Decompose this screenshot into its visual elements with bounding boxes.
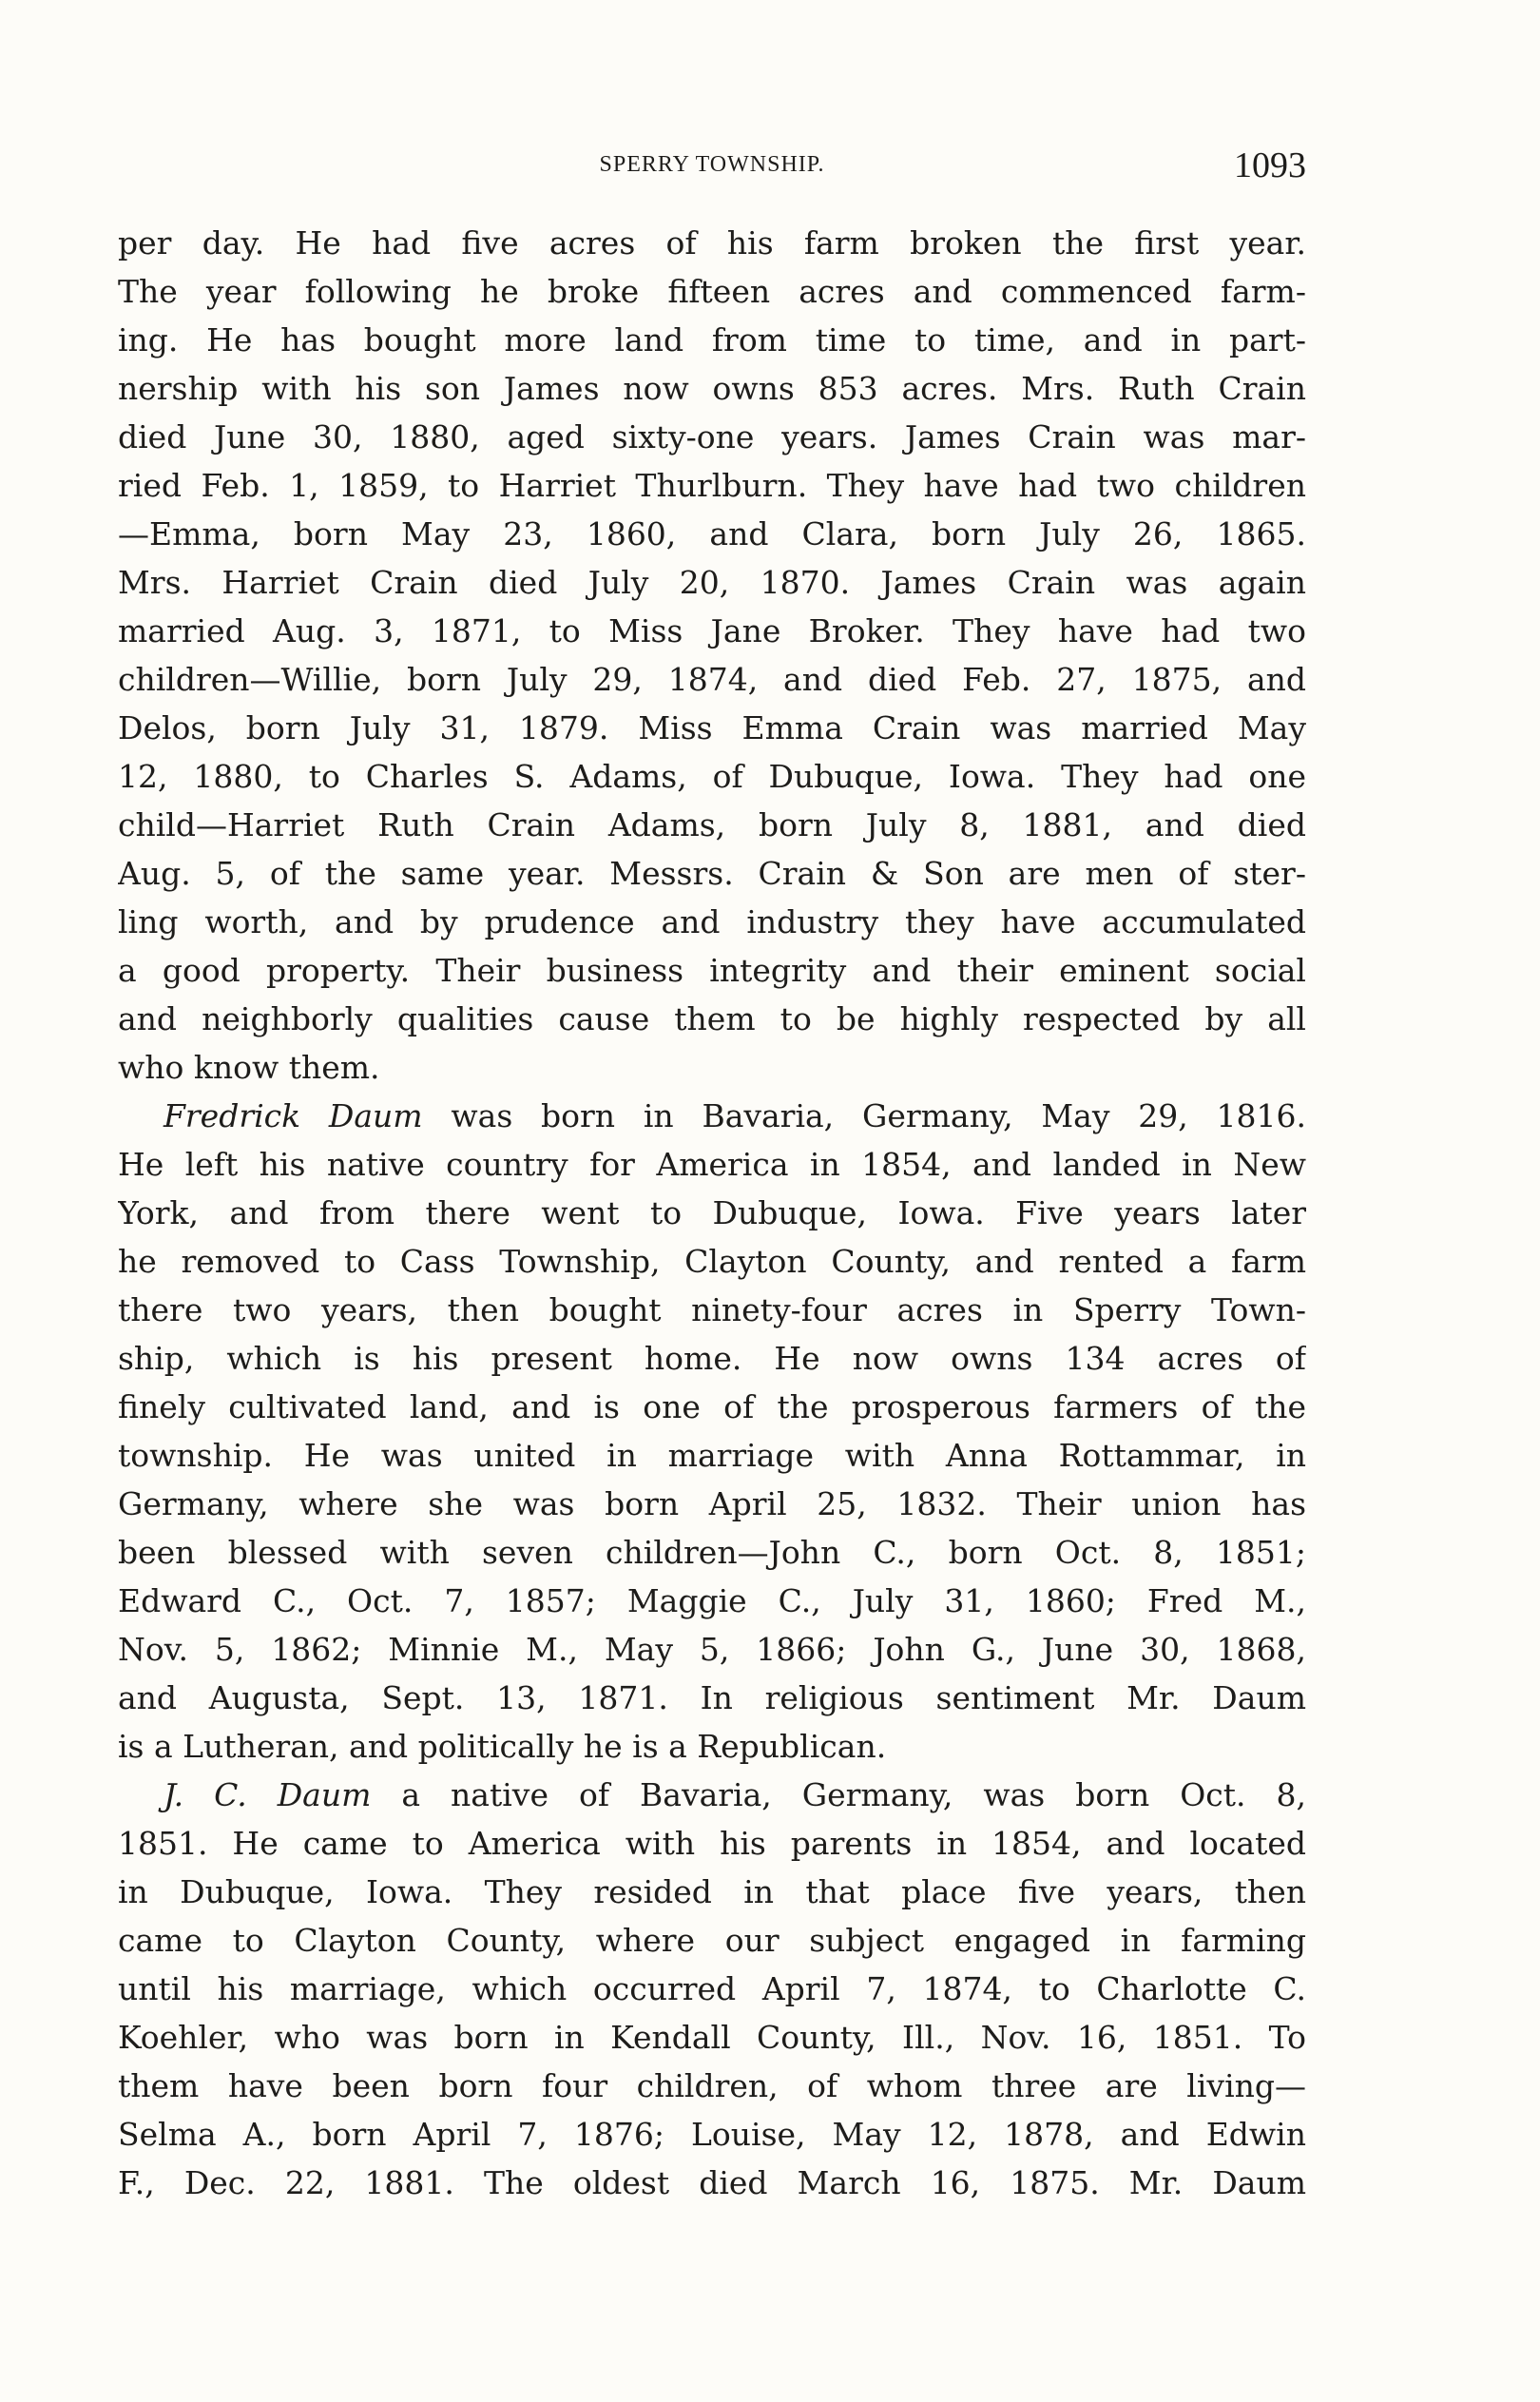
text-line: he removed to Cass Township, Clayton County, and rented a farm bbox=[118, 1243, 1306, 1280]
text-line: Koehler, who was born in Kendall County, Ill., Nov. 16, 1851. To bbox=[118, 2019, 1306, 2056]
text-line: married Aug. 3, 1871, to Miss Jane Broker. They have had two bbox=[118, 612, 1306, 649]
text-line: Delos, born July 31, 1879. Miss Emma Crain was married May bbox=[118, 709, 1306, 746]
text-line: and Augusta, Sept. 13, 1871. In religious sentiment Mr. Daum bbox=[118, 1679, 1306, 1716]
text-fragment: a native of Bavaria, Germany, was born Oct. 8, bbox=[401, 1776, 1306, 1813]
text-line: Germany, where she was born April 25, 1832. Their union has bbox=[118, 1485, 1306, 1522]
text-line: ship, which is his present home. He now owns 134 acres of bbox=[118, 1340, 1306, 1377]
person-name: Fredrick Daum bbox=[164, 1097, 423, 1134]
text-line: Mrs. Harriet Crain died July 20, 1870. James Crain was again bbox=[118, 564, 1306, 601]
text-line: ling worth, and by prudence and industry they have accumulated bbox=[118, 903, 1306, 940]
page-header bbox=[118, 145, 1306, 183]
text-line: ried Feb. 1, 1859, to Harriet Thurlburn. They have had two children bbox=[118, 467, 1306, 504]
text-line: children—Willie, born July 29, 1874, and died Feb. 27, 1875, and bbox=[118, 661, 1306, 698]
text-line: Nov. 5, 1862; Minnie M., May 5, 1866; John G., June 30, 1868, bbox=[118, 1631, 1306, 1668]
text-line: is a Lutheran, and politically he is a Republican. bbox=[118, 1728, 887, 1765]
text-line: per day. He had five acres of his farm broken the first year. bbox=[118, 224, 1306, 262]
paragraph-start-line bbox=[118, 1092, 1306, 1140]
text-line: who know them. bbox=[118, 1049, 380, 1086]
text-line: The year following he broke fifteen acres and commenced farm- bbox=[118, 273, 1306, 310]
text-line: died June 30, 1880, aged sixty-one years. James Crain was mar- bbox=[118, 418, 1306, 455]
text-line: them have been born four children, of whom three are living— bbox=[118, 2067, 1306, 2104]
text-line: there two years, then bought ninety-four acres in Sperry Town- bbox=[118, 1291, 1306, 1328]
text-line: a good property. Their business integrity and their eminent social bbox=[118, 952, 1306, 989]
text-line: Selma A., born April 7, 1876; Louise, May 12, 1878, and Edwin bbox=[118, 2116, 1306, 2153]
text-line: been blessed with seven children—John C., born Oct. 8, 1851; bbox=[118, 1534, 1306, 1571]
text-line: Edward C., Oct. 7, 1857; Maggie C., July 31, 1860; Fred M., bbox=[118, 1582, 1306, 1619]
text-line: —Emma, born May 23, 1860, and Clara, born July 26, 1865. bbox=[118, 515, 1306, 552]
text-line: finely cultivated land, and is one of the prosperous farmers of the bbox=[118, 1388, 1306, 1425]
page-number: 1093 bbox=[1234, 145, 1306, 185]
text-line: York, and from there went to Dubuque, Iowa. Five years later bbox=[118, 1194, 1306, 1231]
person-name: J. C. Daum bbox=[164, 1776, 372, 1813]
text-line: came to Clayton County, where our subject engaged in farming bbox=[118, 1922, 1306, 1959]
text-line: F., Dec. 22, 1881. The oldest died March 16, 1875. Mr. Daum bbox=[118, 2164, 1306, 2201]
running-head: SPERRY TOWNSHIP. bbox=[599, 152, 825, 177]
text-line: 12, 1880, to Charles S. Adams, of Dubuque, Iowa. They had one bbox=[118, 758, 1306, 795]
paragraph-start-line bbox=[118, 1771, 1306, 1819]
body-text bbox=[118, 219, 1306, 2207]
text-line: He left his native country for America in 1854, and landed in New bbox=[118, 1146, 1306, 1183]
text-line: and neighborly qualities cause them to be highly respected by all bbox=[118, 1000, 1306, 1037]
text-line: township. He was united in marriage with Anna Rottammar, in bbox=[118, 1437, 1306, 1474]
text-fragment: was born in Bavaria, Germany, May 29, 1816. bbox=[451, 1097, 1306, 1134]
text-line: ing. He has bought more land from time to time, and in part- bbox=[118, 321, 1306, 358]
text-line: Aug. 5, of the same year. Messrs. Crain & Son are men of ster- bbox=[118, 855, 1306, 892]
text-line: nership with his son James now owns 853 acres. Mrs. Ruth Crain bbox=[118, 370, 1306, 407]
text-line: child—Harriet Ruth Crain Adams, born July 8, 1881, and died bbox=[118, 806, 1306, 843]
text-line: until his marriage, which occurred April 7, 1874, to Charlotte C. bbox=[118, 1970, 1306, 2007]
text-line: 1851. He came to America with his parents in 1854, and located bbox=[118, 1825, 1306, 1862]
text-line: in Dubuque, Iowa. They resided in that place five years, then bbox=[118, 1873, 1306, 1910]
